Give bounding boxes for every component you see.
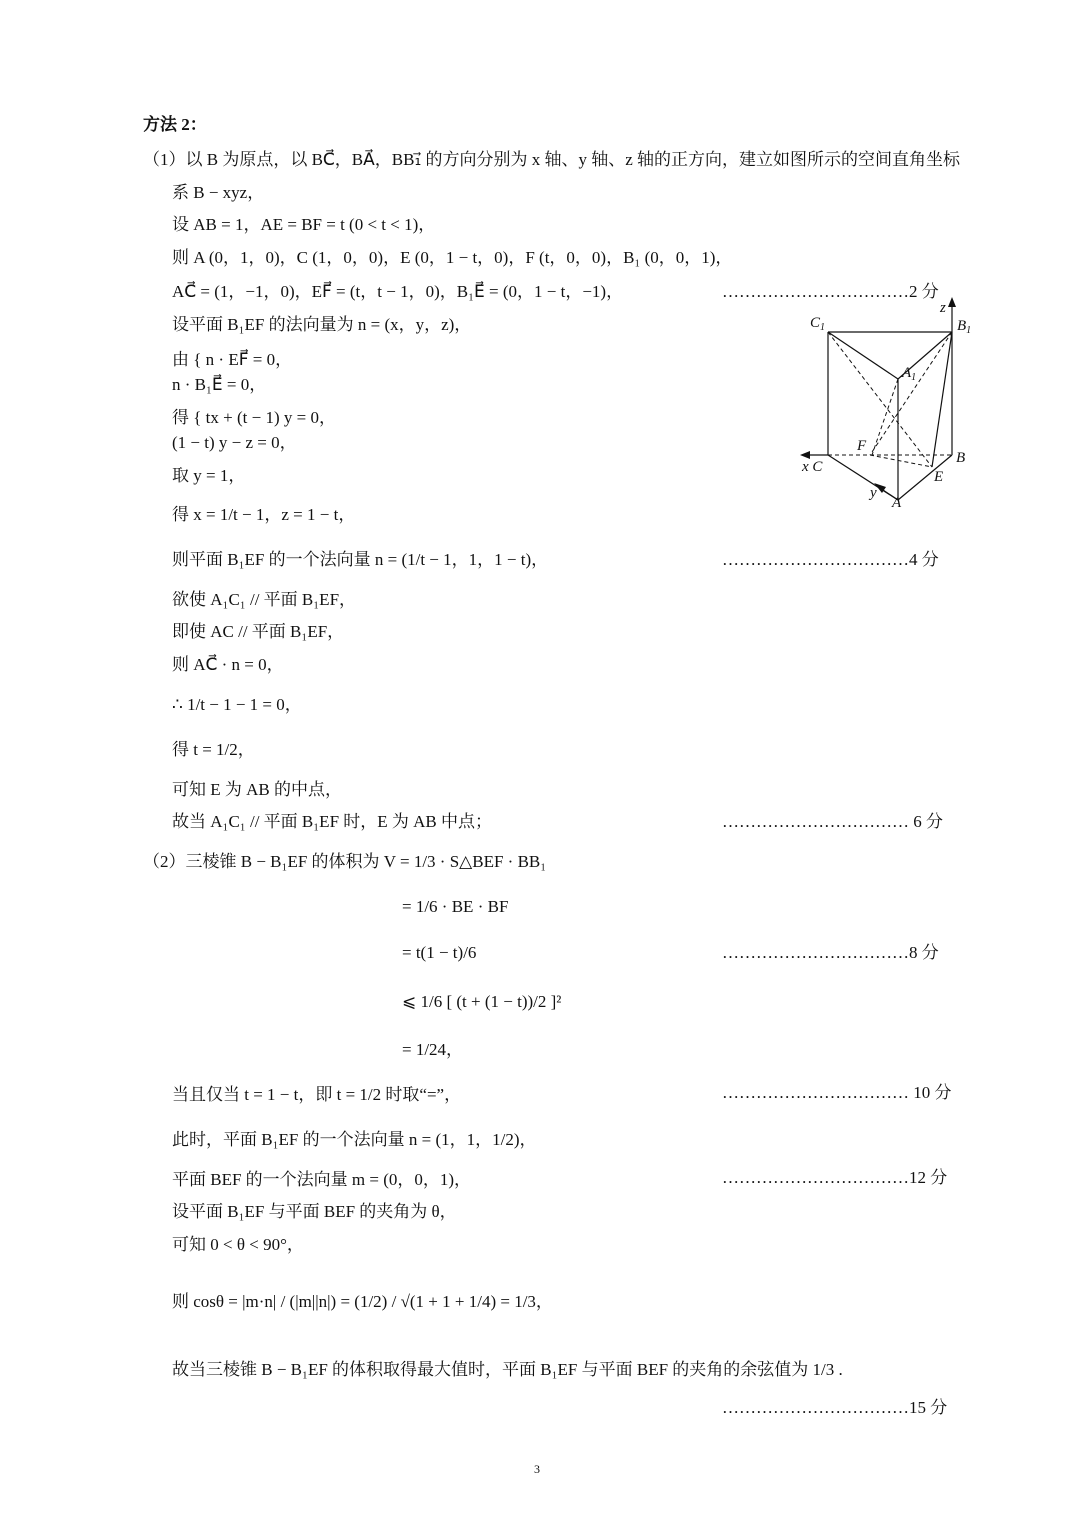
part2-line-11: 则 cosθ = |m·n| / (|m||n|) = (1/2) / √(1 + 1 + 1/4) = 1/3， [172, 1292, 553, 1311]
label-c1: $C_1$ [810, 315, 826, 333]
part1-line-1: （1）以 B 为原点，以 BC⃗，BA⃗，BB₁⃗ 的方向分别为 x 轴、y 轴、z 轴的正方向，建立如图所示的空间直角坐标 [143, 150, 961, 169]
part1-line-13: 则平面 B₁EF 的一个法向量 n = (1/t − 1，1，1 − t)， [172, 550, 549, 569]
part1-line-6: 设平面 B₁EF 的法向量为 n = (x，y，z)， [172, 315, 472, 334]
prism-figure [790, 295, 990, 520]
part2-line-7: 此时，平面 B₁EF 的一个法向量 n = (1，1，1/2)， [172, 1130, 537, 1149]
part1-line-19: 可知 E 为 AB 的中点， [172, 780, 342, 799]
part1-line-18: 得 t = 1/2， [172, 740, 255, 759]
label-b: B [956, 450, 966, 466]
part1-line-5: AC⃗ = (1，−1，0)，EF⃗ = (t，t − 1，0)，B₁E⃗ = (0，1 − t，−1)， [172, 282, 624, 301]
part1-line-9: 得 { tx + (t − 1) y = 0， [172, 408, 336, 427]
part1-line-12: 得 x = 1/t − 1，z = 1 − t， [172, 505, 356, 524]
label-a1: $A_1$ [902, 365, 917, 383]
score-2: ……………………………2 分 [722, 282, 939, 301]
score-8: ……………………………8 分 [722, 943, 939, 962]
part2-line-4: ⩽ 1/6 [ (t + (1 − t))/2 ]² [402, 992, 562, 1011]
label-z: z [940, 300, 946, 316]
part1-line-11: 取 y = 1， [172, 466, 246, 485]
part1-line-7: 由 { n · EF⃗ = 0， [172, 350, 293, 369]
part1-line-3: 设 AB = 1，AE = BF = t (0 < t < 1)， [172, 215, 436, 234]
part1-line-16: 则 AC⃗ · n = 0， [172, 655, 284, 674]
section-heading: 方法 2： [143, 115, 207, 134]
label-xc: x C [802, 459, 823, 475]
part2-line-6: 当且仅当 t = 1 − t，即 t = 1/2 时取“=”， [172, 1085, 462, 1104]
score-4: ……………………………4 分 [722, 550, 939, 569]
part1-line-20: 故当 A₁C₁ // 平面 B₁EF 时，E 为 AB 中点； [172, 812, 493, 831]
label-a: A [892, 495, 902, 511]
label-e: E [934, 469, 944, 485]
part1-line-17: ∴ 1/t − 1 − 1 = 0， [172, 695, 302, 714]
part1-line-8: n · B₁E⃗ = 0， [172, 375, 267, 394]
part1-line-14: 欲使 A₁C₁ // 平面 B₁EF， [172, 590, 357, 609]
part1-line-10: (1 − t) y − z = 0， [172, 433, 297, 452]
part2-line-12: 故当三棱锥 B − B₁EF 的体积取得最大值时，平面 B₁EF 与平面 BEF 的夹角的余弦值为 1/3 . [172, 1360, 843, 1379]
label-y: y [870, 485, 877, 501]
label-b1: $B_1$ [957, 318, 972, 336]
part2-line-1: （2）三棱锥 B − B₁EF 的体积为 V = 1/3 · S△BEF · BB₁ [143, 852, 547, 871]
part2-line-8: 平面 BEF 的一个法向量 m = (0，0，1)， [172, 1170, 472, 1189]
part2-line-9: 设平面 B₁EF 与平面 BEF 的夹角为 θ， [172, 1202, 457, 1221]
score-10: …………………………… 10 分 [722, 1083, 952, 1102]
part2-line-5: = 1/24， [402, 1040, 464, 1059]
part1-line-2: 系 B − xyz， [172, 183, 265, 202]
part2-line-3: = t(1 − t)/6 [402, 943, 477, 962]
score-6: …………………………… 6 分 [722, 812, 943, 831]
page-number: 3 [534, 1462, 540, 1476]
part2-line-10: 可知 0 < θ < 90°， [172, 1235, 304, 1254]
score-12: ……………………………12 分 [722, 1168, 948, 1187]
part2-line-2: = 1/6 · BE · BF [402, 897, 509, 916]
part1-line-15: 即使 AC // 平面 B₁EF， [172, 622, 345, 641]
label-f: F [857, 438, 867, 454]
score-15: ……………………………15 分 [722, 1398, 948, 1417]
part1-line-4: 则 A (0，1，0)，C (1，0，0)，E (0，1 − t，0)，F (t，0，0)，B₁ (0，0，1)， [172, 248, 733, 267]
